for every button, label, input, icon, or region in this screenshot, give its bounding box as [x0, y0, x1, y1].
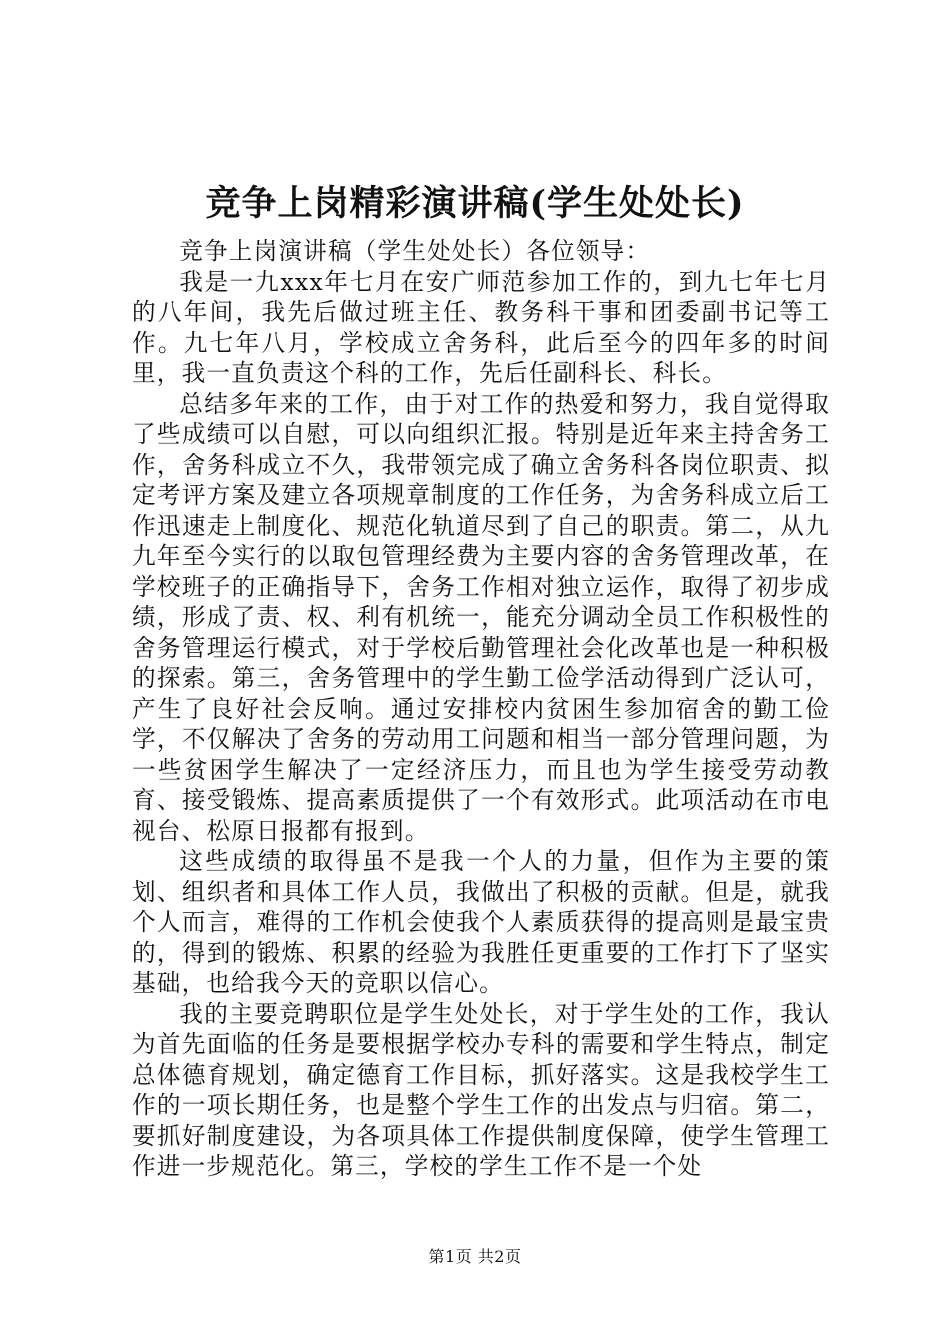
paragraph-introduction: 我是一九xxx年七月在安广师范参加工作的，到九七年七月的八年间，我先后做过班主任、教务科干事和团委副书记等工作。九七年八月，学校成立舍务科，此后至今的四年多的时间里，我一直负责这个科的工作，先后任副科长、科长。: [132, 267, 830, 387]
paragraph-greeting: 竞争上岗演讲稿（学生处处长）各位领导：: [179, 237, 651, 265]
document-title: 竞争上岗精彩演讲稿(学生处处长): [205, 183, 745, 224]
paragraph-reflection: 这些成绩的取得虽不是我一个人的力量，但作为主要的策划、组织者和具体工作人员，我做出了积极的贡献。但是，就我个人而言，难得的工作机会使我个人素质获得的提高则是最宝贵的，得到的锻炼、积累的经验为我胜任更重要的工作打下了坚实基础，也给我今天的竞职以信心。: [132, 847, 830, 997]
paragraph-position-plan: 我的主要竞聘职位是学生处处长，对于学生处的工作，我认为首先面临的任务是要根据学校办专科的需要和学生特点，制定总体德育规划，确定德育工作目标，抓好落实。这是我校学生工作的一项长期任务，也是整个学生工作的出发点与归宿。第二，要抓好制度建设，为各项具体工作提供制度保障，使学生管理工作进一步规范化。第三，学校的学生工作不是一个处: [132, 999, 830, 1180]
page-number: 第1页 共2页: [428, 1247, 522, 1266]
document-body: [132, 236, 830, 1182]
paragraph-achievements: 总结多年来的工作，由于对工作的热爱和努力，我自觉得取了些成绩可以自慰，可以向组织汇报。特别是近年来主持舍务工作，舍务科成立不久，我带领完成了确立舍务科各岗位职责、拟定考评方案及建立各项规章制度的工作任务，为舍务科成立后工作迅速走上制度化、规范化轨道尽到了自己的职责。第二，从九九年至今实行的以取包管理经费为主要内容的舍务管理改革，在学校班子的正确指导下，舍务工作相对独立运作，取得了初步成绩，形成了责、权、利有机统一，能充分调动全员工作积极性的舍务管理运行模式，对于学校后勤管理社会化改革也是一种积极的探索。第三，舍务管理中的学生勤工俭学活动得到广泛认可，产生了良好社会反响。通过安排校内贫困生参加宿舍的勤工俭学，不仅解决了舍务的劳动用工问题和相当一部分管理问题，为一些贫困学生解决了一定经济压力，而且也为学生接受劳动教育、接受锻炼、提高素质提供了一个有效形式。此项活动在市电视台、松原日报都有报到。: [132, 389, 830, 845]
